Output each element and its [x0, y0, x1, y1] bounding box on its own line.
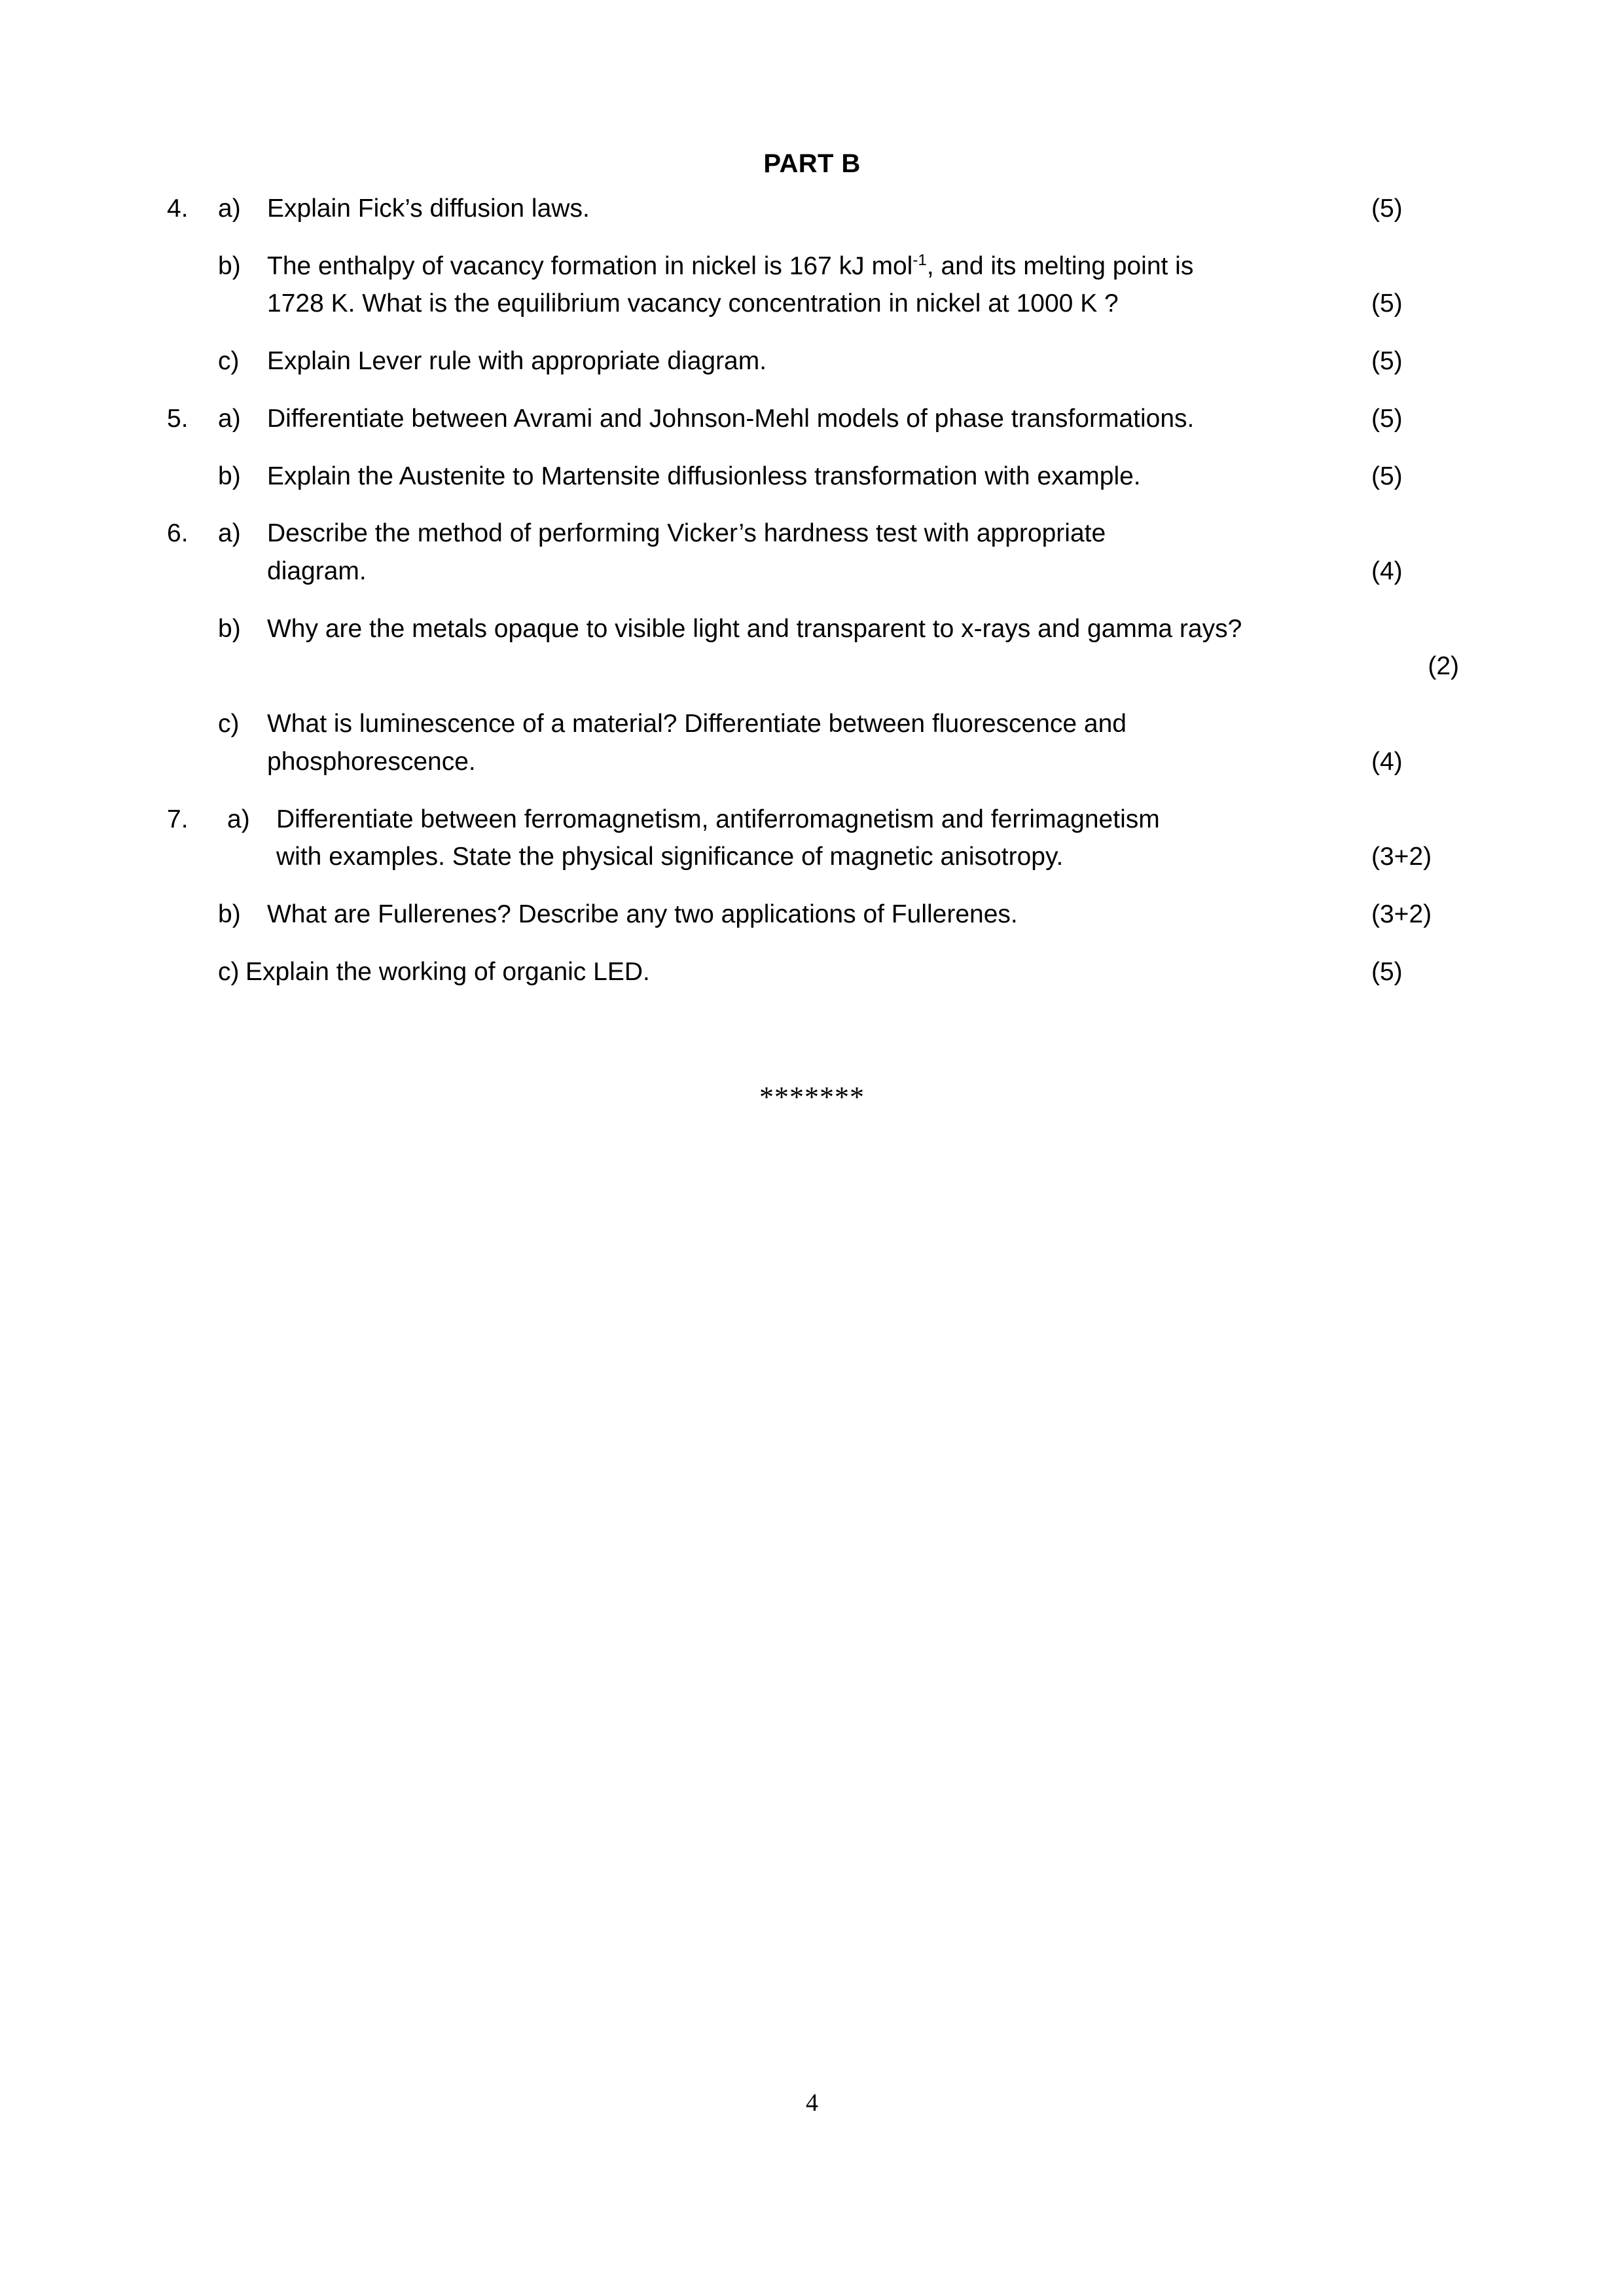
question-continuation — [167, 553, 1470, 591]
spacer — [167, 438, 1470, 458]
spacer — [167, 876, 1470, 896]
question-text: Describe the method of performing Vicker’s hardness test with appropriate — [267, 519, 1106, 548]
marks-value: (5) — [1371, 404, 1403, 433]
question-continuation — [167, 838, 1470, 876]
question-text: Explain Fick’s diffusion laws. — [267, 194, 590, 223]
question-text: Differentiate between ferromagnetism, antiferromagnetism and ferrimagnetism — [276, 805, 1160, 833]
question-number: 7. — [167, 805, 189, 833]
marks-value: (5) — [1371, 347, 1403, 376]
marks-value: (3+2) — [1371, 843, 1432, 871]
question-text-tail: , and its melting point is — [926, 251, 1194, 280]
question-item — [167, 953, 1470, 991]
part-letter: b) — [218, 251, 241, 280]
part-letter: b) — [218, 900, 241, 929]
question-continuation — [167, 285, 1470, 323]
superscript-exponent: -1 — [912, 251, 927, 269]
question-text: Differentiate between Avrami and Johnson-Mehl models of phase transformations. — [267, 404, 1195, 433]
question-text: 1728 K. What is the equilibrium vacancy concentration in nickel at 1000 K ? — [267, 289, 1119, 318]
marks-value: (5) — [1371, 289, 1403, 318]
spacer — [167, 495, 1470, 515]
marks-value: (4) — [1371, 747, 1403, 776]
question-number: 5. — [167, 404, 189, 433]
question-text: What is luminescence of a material? Differentiate between fluorescence and — [267, 710, 1127, 738]
spacer — [167, 380, 1470, 400]
question-item — [167, 705, 1470, 743]
question-text: Why are the metals opaque to visible light and transparent to x-rays and gamma rays? — [267, 614, 1242, 643]
question-text: Explain the working of organic LED. — [245, 957, 650, 986]
question-item — [167, 400, 1470, 438]
end-of-paper-marker: ******* — [759, 1081, 865, 1113]
question-item — [167, 458, 1470, 496]
part-letter: c) — [218, 710, 240, 738]
part-letter: a) — [218, 519, 241, 548]
marks-value: (4) — [1371, 557, 1403, 586]
part-letter: a) — [218, 404, 241, 433]
marks-value: (5) — [1371, 957, 1403, 986]
question-text: What are Fullerenes? Describe any two applications of Fullerenes. — [267, 900, 1018, 929]
question-text: with examples. State the physical significance of magnetic anisotropy. — [276, 843, 1064, 871]
questions-body — [167, 190, 1470, 991]
spacer — [167, 323, 1470, 342]
part-letter: a) — [227, 805, 250, 833]
question-item — [167, 342, 1470, 380]
question-item — [167, 190, 1470, 228]
question-continuation — [167, 743, 1470, 781]
spacer — [167, 781, 1470, 801]
marks-value: (3+2) — [1371, 900, 1432, 929]
question-item — [167, 247, 1470, 285]
question-text: Explain Lever rule with appropriate diagram. — [267, 347, 767, 376]
question-text: phosphorescence. — [267, 747, 476, 776]
marks-value: (5) — [1371, 462, 1403, 490]
marks-value: (5) — [1371, 194, 1403, 223]
question-text-segment: The enthalpy of vacancy formation in nickel is 167 kJ mol — [267, 251, 913, 280]
spacer — [167, 228, 1470, 247]
question-text: Explain the Austenite to Martensite diffusionless transformation with example. — [267, 462, 1141, 490]
spacer — [167, 934, 1470, 953]
marks-row — [167, 647, 1470, 685]
page-number: 4 — [806, 2089, 818, 2117]
part-letter: c) — [218, 957, 240, 986]
question-number: 4. — [167, 194, 189, 223]
part-letter: b) — [218, 462, 241, 490]
spacer — [167, 591, 1470, 610]
part-letter: c) — [218, 347, 240, 376]
question-item — [167, 896, 1470, 934]
question-item — [167, 610, 1470, 648]
question-text: diagram. — [267, 557, 367, 586]
question-item — [167, 801, 1470, 839]
question-text — [267, 247, 1356, 285]
marks-value: (2) — [1428, 652, 1459, 681]
question-number: 6. — [167, 519, 189, 548]
part-heading: PART B — [763, 149, 861, 178]
part-letter: a) — [218, 194, 241, 223]
spacer — [167, 685, 1470, 705]
part-letter: b) — [218, 614, 241, 643]
question-item — [167, 515, 1470, 553]
